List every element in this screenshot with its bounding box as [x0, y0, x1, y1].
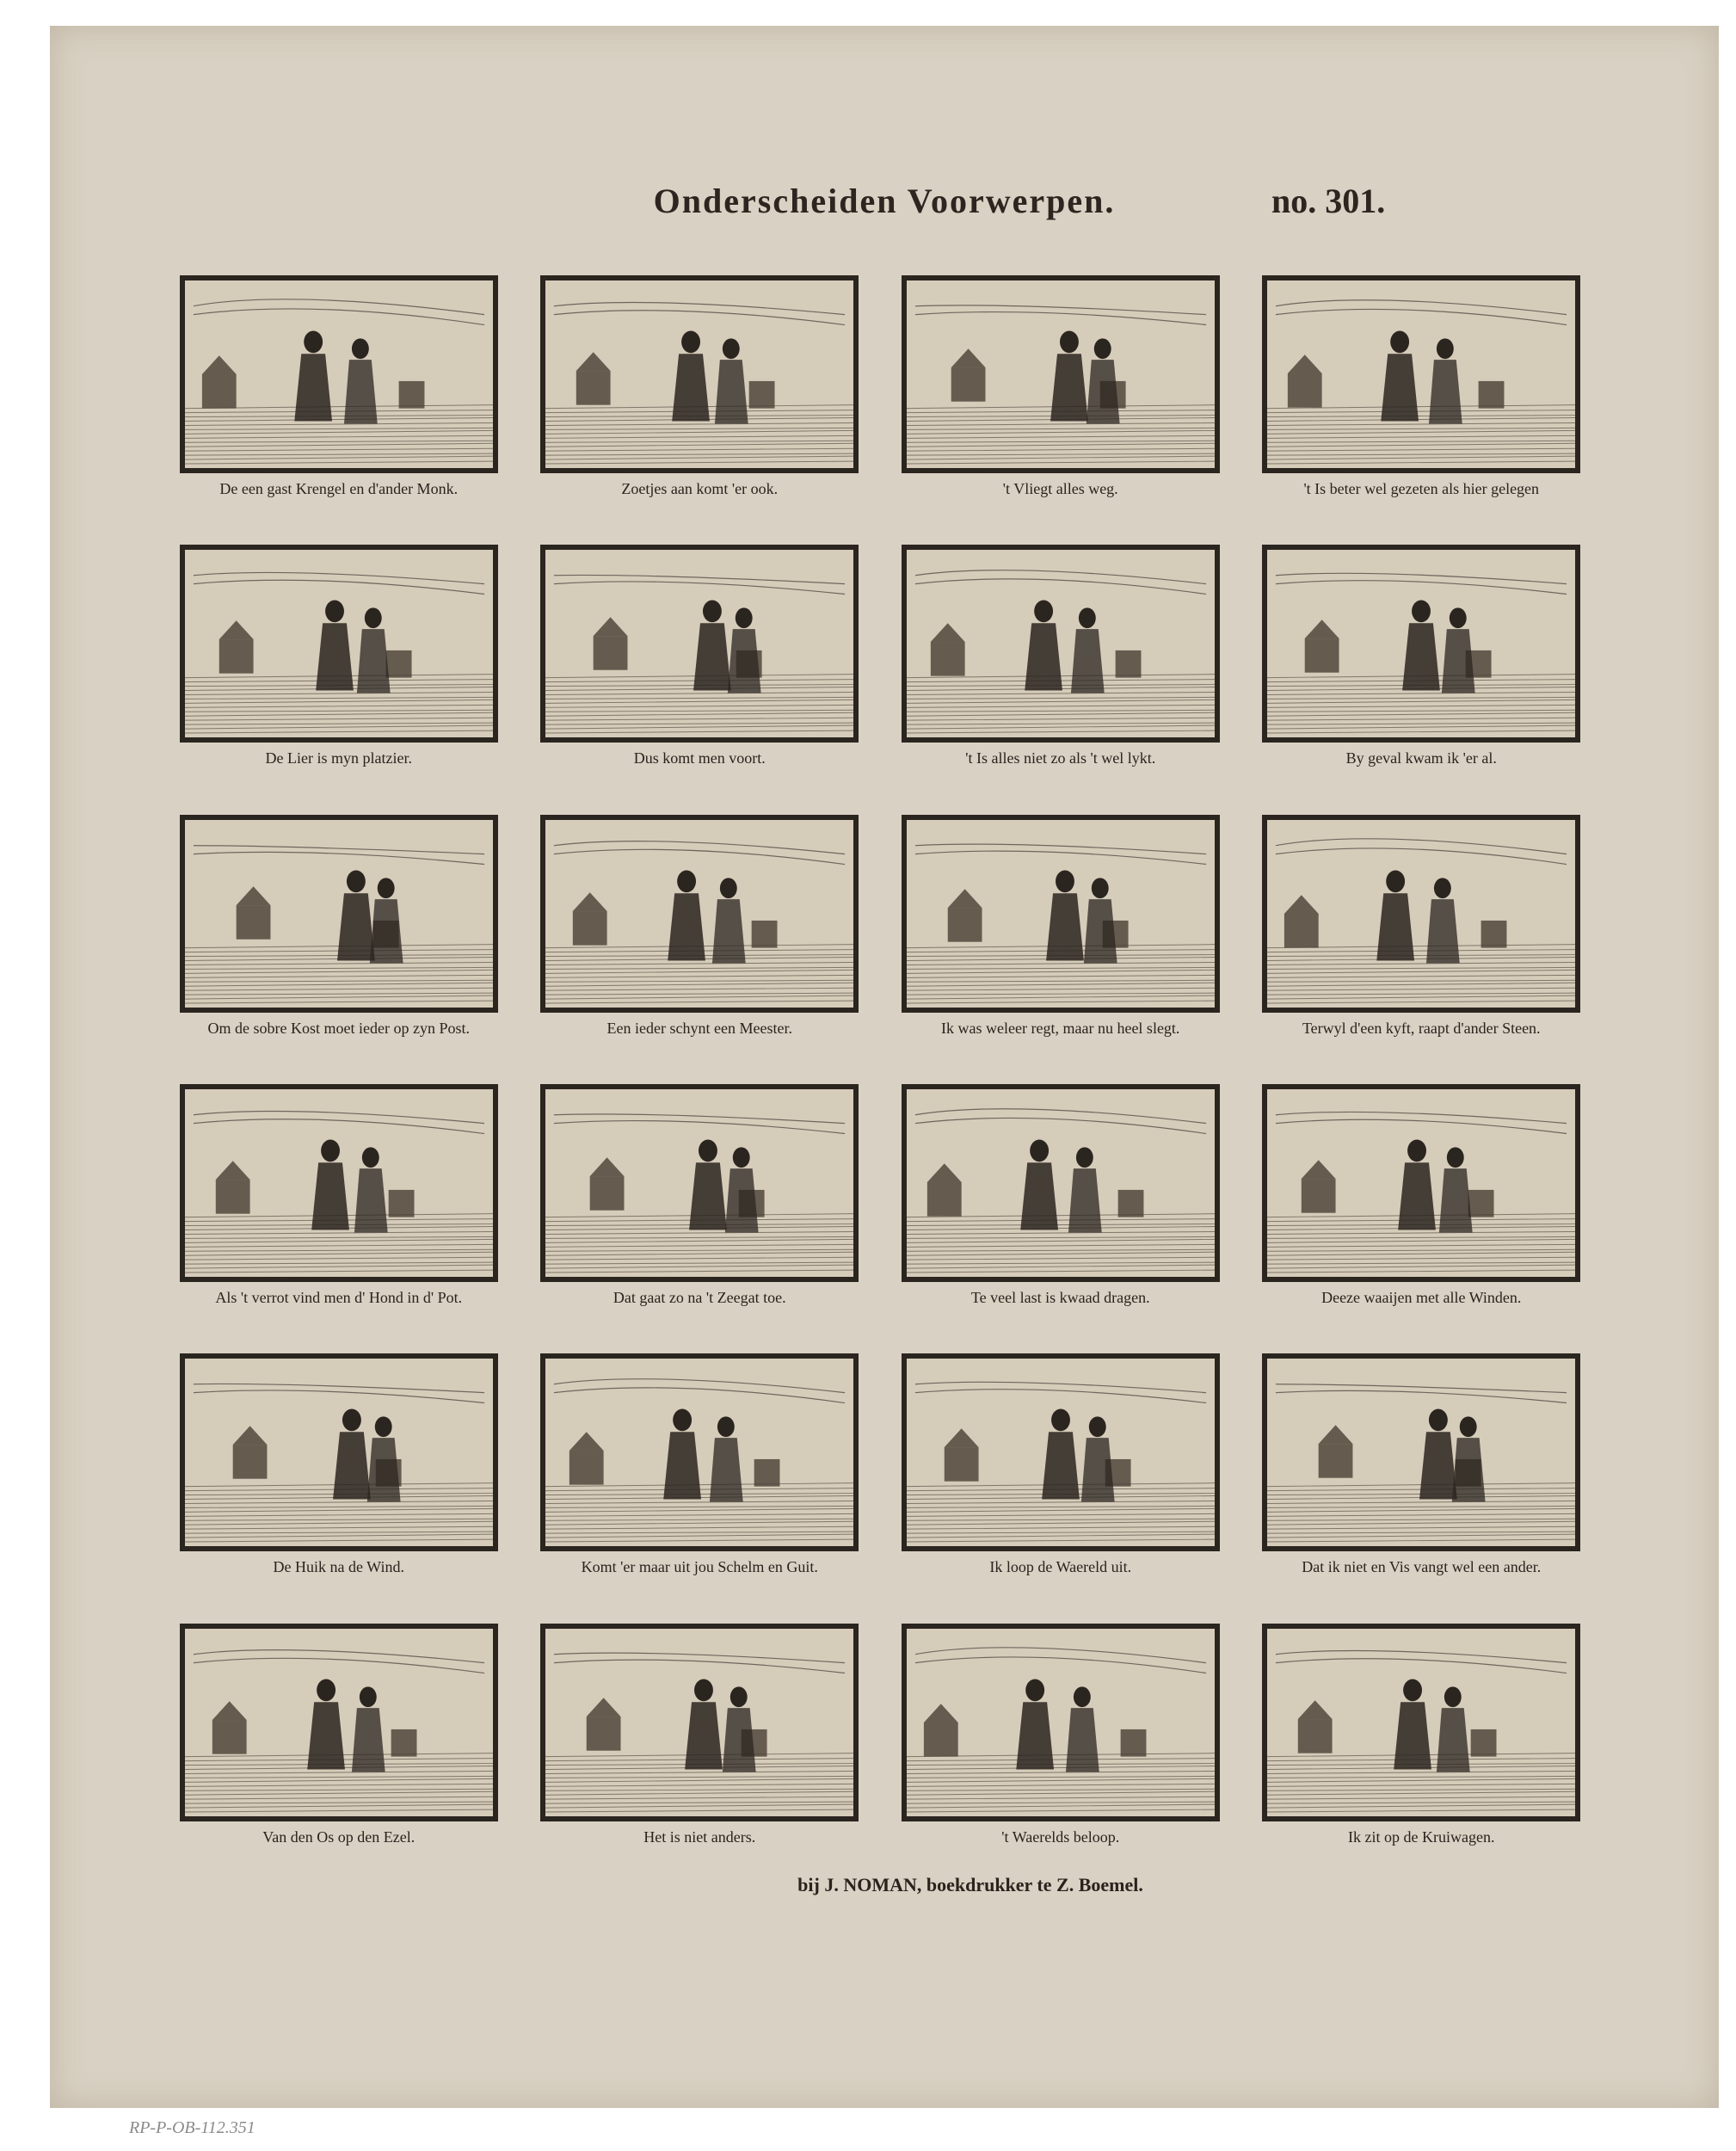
woodcut-image: [1262, 545, 1580, 743]
woodcut-cell: [532, 521, 869, 790]
woodcut-image: [540, 815, 859, 1013]
woodcut-caption: Als 't verrot vind men d' Hond in d' Pot.: [215, 1289, 463, 1306]
woodcut-image: [180, 1353, 498, 1551]
woodcut-image: [180, 1084, 498, 1282]
page-title: Onderscheiden Voorwerpen.: [653, 182, 1116, 220]
woodcut-image: [540, 1624, 859, 1821]
woodcut-cell: [892, 521, 1229, 790]
woodcut-caption: 't Vliegt alles weg.: [1002, 480, 1118, 497]
woodcut-caption: Zoetjes aan komt 'er ook.: [621, 480, 779, 497]
woodcut-cell: [1253, 521, 1591, 790]
woodcut-caption: By geval kwam ik 'er al.: [1345, 749, 1497, 767]
woodcut-cell: [532, 1060, 869, 1329]
woodcut-cell: [170, 251, 508, 521]
woodcut-caption: Te veel last is kwaad dragen.: [970, 1289, 1150, 1306]
woodcut-caption: De Huik na de Wind.: [273, 1558, 404, 1576]
woodcut-caption: Om de sobre Kost moet ieder op zyn Post.: [207, 1019, 470, 1037]
print-sheet: [50, 26, 1719, 2108]
woodcut-cell: [892, 251, 1229, 521]
woodcut-image: [902, 1624, 1220, 1821]
woodcut-caption: Dat gaat zo na 't Zeegat toe.: [613, 1289, 786, 1306]
woodcut-image: [1262, 815, 1580, 1013]
woodcut-cell: [892, 791, 1229, 1060]
woodcut-caption: Ik was weleer regt, maar nu heel slegt.: [941, 1019, 1180, 1037]
woodcut-caption: Dat ik niet en Vis vangt wel een ander.: [1302, 1558, 1542, 1576]
woodcut-cell: [532, 251, 869, 521]
woodcut-caption: 't Is alles niet zo als 't wel lykt.: [965, 749, 1156, 767]
woodcut-caption: Ik loop de Waereld uit.: [989, 1558, 1132, 1576]
woodcut-caption: Een ieder schynt een Meester.: [606, 1019, 792, 1037]
woodcut-caption: Van den Os op den Ezel.: [262, 1827, 416, 1846]
woodcut-image: [180, 1624, 498, 1821]
woodcut-image: [180, 275, 498, 473]
woodcut-cell: [1253, 1060, 1591, 1329]
woodcut-image: [1262, 1624, 1580, 1821]
woodcut-cell: [532, 1329, 869, 1599]
woodcut-image: [1262, 1084, 1580, 1282]
woodcut-image: [540, 275, 859, 473]
woodcut-cell: [170, 521, 508, 790]
woodcut-image: [540, 1084, 859, 1282]
woodcut-image: [180, 815, 498, 1013]
woodcut-cell: [532, 1599, 869, 1869]
woodcut-caption: Ik zit op de Kruiwagen.: [1348, 1827, 1495, 1846]
woodcut-cell: [170, 1060, 508, 1329]
woodcut-image: [902, 1084, 1220, 1282]
woodcut-image: [1262, 275, 1580, 473]
woodcut-image: [902, 815, 1220, 1013]
woodcut-image: [180, 545, 498, 743]
print-number: no. 301.: [1271, 182, 1386, 220]
woodcut-caption: 't Waerelds beloop.: [1001, 1827, 1120, 1846]
woodcut-caption: 't Is beter wel gezeten als hier gelegen: [1303, 480, 1540, 497]
woodcut-cell: [532, 791, 869, 1060]
woodcut-image: [902, 275, 1220, 473]
woodcut-caption: Het is niet anders.: [643, 1827, 756, 1846]
woodcut-caption: De Lier is myn platzier.: [265, 749, 412, 767]
woodcut-cell: [892, 1599, 1229, 1869]
woodcut-image: [1262, 1353, 1580, 1551]
woodcut-cell: [1253, 1599, 1591, 1869]
woodcut-image: [540, 545, 859, 743]
woodcut-grid: [170, 251, 1590, 1869]
woodcut-cell: [1253, 251, 1591, 521]
woodcut-caption: Terwyl d'een kyft, raapt d'ander Steen.: [1302, 1019, 1541, 1037]
woodcut-image: [902, 545, 1220, 743]
woodcut-image: [902, 1353, 1220, 1551]
woodcut-cell: [1253, 791, 1591, 1060]
woodcut-cell: [170, 791, 508, 1060]
woodcut-cell: [892, 1329, 1229, 1599]
woodcut-image: [540, 1353, 859, 1551]
woodcut-caption: De een gast Krengel en d'ander Monk.: [219, 480, 459, 497]
woodcut-cell: [170, 1329, 508, 1599]
printer-imprint: bij J. NOMAN, boekdrukker te Z. Boemel.: [797, 1874, 1143, 1895]
woodcut-cell: [892, 1060, 1229, 1329]
woodcut-caption: Deeze waaijen met alle Winden.: [1321, 1289, 1522, 1306]
woodcut-caption: Komt 'er maar uit jou Schelm en Guit.: [581, 1558, 818, 1576]
woodcut-cell: [1253, 1329, 1591, 1599]
woodcut-cell: [170, 1599, 508, 1869]
woodcut-caption: Dus komt men voort.: [633, 749, 766, 767]
inventory-number: RP-P-OB-112.351: [129, 2118, 255, 2137]
